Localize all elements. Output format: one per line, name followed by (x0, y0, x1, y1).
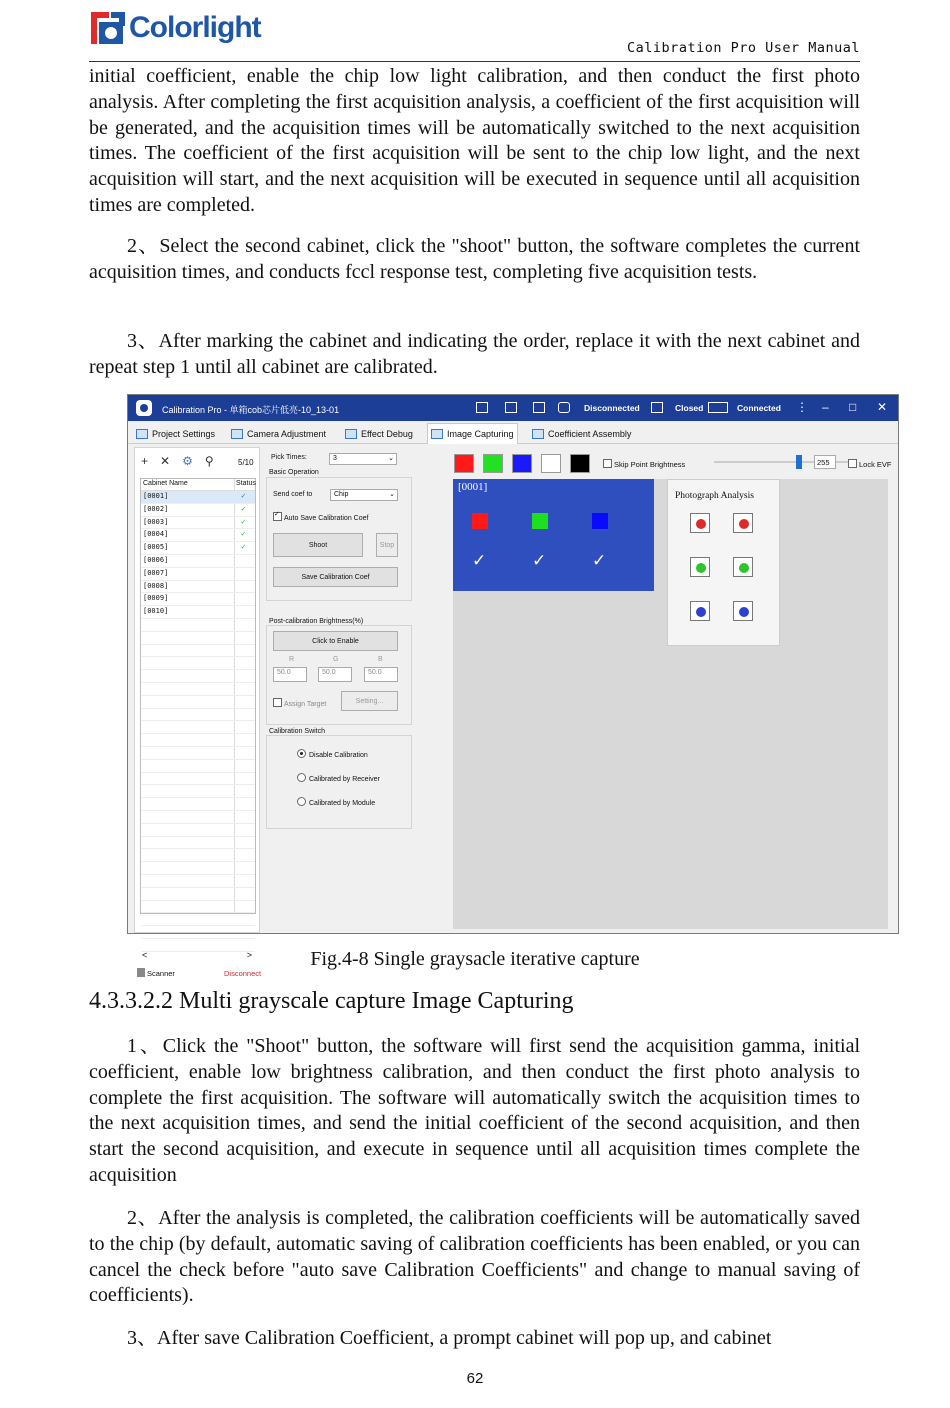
empty-row (141, 619, 255, 632)
cabinet-row[interactable] (141, 504, 255, 517)
tab-label: Coefficient Assembly (548, 428, 632, 439)
send-coef-select[interactable] (330, 489, 398, 501)
scanner-label: Scanner (147, 969, 175, 978)
empty-row (141, 721, 255, 734)
close-icon[interactable]: ✕ (877, 400, 888, 414)
assign-target-checkbox[interactable] (273, 698, 326, 708)
remove-icon[interactable]: ✕ (160, 454, 171, 468)
scroll-left-icon[interactable]: < (142, 950, 148, 960)
radio-label: Disable Calibration (309, 752, 368, 759)
radio-selected[interactable] (297, 749, 306, 758)
send-coef-value: Chip (334, 491, 349, 498)
empty-row (141, 849, 255, 862)
shoot-button[interactable]: Shoot (273, 533, 363, 557)
paragraph-5: 2、After the analysis is completed, the calibration coefficients will be automatically saved to the chip (by default, automatic saving of calibration coefficients has been enabled, or you can cancel the check before "auto save Calibration Coefficients" and change to manual saving of coefficients). (89, 1207, 860, 1307)
tab-label: Camera Adjustment (247, 428, 327, 439)
status-dot (739, 563, 749, 573)
pick-times-select[interactable] (329, 453, 397, 465)
check-icon: ✓ (532, 551, 547, 570)
cabinet-rows (141, 491, 255, 952)
empty-row (141, 901, 255, 914)
empty-row (141, 824, 255, 837)
cabinet-list-pane (134, 447, 262, 978)
lens-icon[interactable] (651, 402, 663, 413)
empty-row (141, 709, 255, 722)
photograph-analysis-panel (667, 479, 780, 646)
section-heading: 4.3.3.2.2 Multi grayscale capture Image Capturing (89, 988, 574, 1014)
check-icon: ✓ (472, 551, 487, 570)
click-to-enable-button[interactable]: Click to Enable (273, 631, 398, 651)
brightness-slider-thumb[interactable] (796, 455, 802, 469)
send-coef-label: Send coef to (273, 491, 313, 498)
empty-row (141, 657, 255, 670)
image-icon (431, 429, 443, 439)
radio-unselected[interactable] (297, 797, 306, 806)
camera-status: Disconnected (584, 403, 640, 413)
post-calibration-group (266, 625, 412, 725)
cabinet-name: [0001] (143, 492, 169, 500)
status-dot (739, 607, 749, 617)
cabinet-row[interactable] (141, 529, 255, 542)
auto-save-checkbox[interactable] (273, 512, 368, 522)
tab-label: Image Capturing (447, 429, 514, 439)
cabinet-name: [0008] (143, 581, 169, 590)
lock-evf-checkbox[interactable] (848, 459, 892, 469)
radio-label: Calibrated by Receiver (309, 776, 380, 783)
search-icon[interactable]: ⚲ (204, 454, 214, 468)
g-input[interactable]: 50.0 (318, 667, 352, 682)
radio-calibrated-by-receiver[interactable] (297, 773, 380, 783)
done-check-icon: ✓ (241, 491, 246, 500)
app-title: Calibration Pro - 单箱cob芯片低亮-10_13-01 (162, 405, 340, 415)
logo-text: Colorlight (129, 11, 261, 44)
checkbox-checked[interactable] (273, 512, 282, 521)
chart-icon (345, 429, 357, 439)
save-calibration-coef-button[interactable]: Save Calibration Coef (273, 567, 398, 587)
checkbox-unchecked[interactable] (273, 698, 282, 707)
pick-times-value: 3 (333, 455, 337, 462)
cabinet-name: [0009] (143, 594, 169, 603)
r-label: R (289, 656, 295, 663)
empty-row (141, 696, 255, 709)
green-point (532, 513, 548, 529)
column-cabinet-name: Cabinet Name (143, 480, 188, 487)
lock-evf-label: Lock EVF (859, 460, 892, 469)
done-check-icon: ✓ (241, 503, 246, 513)
minimize-icon[interactable]: – (822, 400, 829, 414)
colorlight-logo (89, 10, 261, 46)
cabinet-name: [0007] (143, 568, 169, 577)
network-icon[interactable] (708, 402, 728, 413)
empty-row (141, 862, 255, 875)
analysis-blue-cell (733, 601, 753, 621)
cabinet-row[interactable] (141, 517, 255, 530)
paragraph-1: initial coefficient, enable the chip low light calibration, and then conduct the first photo analysis. After completing the first acquisition analysis, a coefficient of the first acquisition will be generated, and the acquisition times will be automatically switched to the next acquisition times. The coefficient of the first acquisition will be sent to the chip low light, and the next acquisition will start, and the next acquisition will be executed in sequence until all acquisition times are completed. (89, 65, 860, 216)
check-icon: ✓ (592, 551, 607, 570)
column-status: Status (236, 480, 256, 487)
cabinet-name: [0010] (143, 607, 169, 616)
add-icon[interactable]: + (141, 454, 149, 468)
red-point (472, 513, 488, 529)
cabinet-row[interactable] (141, 491, 255, 504)
empty-row (141, 811, 255, 824)
assign-target-label: Assign Target (284, 701, 327, 708)
radio-calibrated-by-module[interactable] (297, 797, 375, 807)
color-swatch[interactable] (541, 454, 561, 473)
brightness-input[interactable]: 255 (814, 455, 836, 469)
status-dot (696, 607, 706, 617)
empty-row (141, 913, 255, 926)
calibration-switch-title: Calibration Switch (269, 728, 326, 735)
empty-row (141, 773, 255, 786)
chevron-down-icon: ⌄ (389, 491, 395, 498)
tab-label: Project Settings (152, 428, 216, 439)
save-icon[interactable] (533, 402, 545, 413)
photograph-analysis-title: Photograph Analysis (675, 491, 754, 501)
chevron-down-icon: ⌄ (388, 455, 394, 462)
empty-row (141, 670, 255, 683)
setting-button[interactable]: Setting... (341, 691, 398, 711)
tab-effect-debug[interactable] (345, 425, 413, 442)
basic-operation-title: Basic Operation (269, 469, 319, 476)
cabinet-row[interactable] (141, 568, 255, 581)
color-swatch[interactable] (483, 454, 503, 473)
done-check-icon: ✓ (241, 516, 246, 526)
cabinet-table (140, 478, 256, 914)
lens-status: Closed (675, 403, 704, 413)
menu-dots-icon[interactable]: ⋮ (796, 400, 808, 414)
r-input[interactable]: 50.0 (273, 667, 307, 682)
empty-row (141, 785, 255, 798)
tab-bar (128, 421, 898, 444)
radio-disable-calibration[interactable] (297, 749, 368, 759)
color-swatch[interactable] (512, 454, 532, 473)
analysis-green-cell (733, 557, 753, 577)
checkbox-unchecked[interactable] (848, 459, 857, 468)
cabinet-row[interactable] (141, 542, 255, 555)
paragraph-4: 1、Click the "Shoot" button, the software will first send the acquisition gamma, initial coefficient, enable low brightness calibration, and then conduct the first photo analysis to complete the first acquisition. The software will automatically switch the acquisition times to the next acquisition times, and send the initial coefficient of the second acquisition, and then start the second acquisition, and execute in sequence until all acquisition times complete the acquisition (89, 1035, 860, 1186)
basic-operation-group (266, 477, 412, 601)
colorlight-logo-icon (89, 10, 127, 46)
color-swatch[interactable] (570, 454, 590, 473)
image-capture-pane (448, 447, 896, 931)
tab-project-settings[interactable] (136, 425, 215, 442)
app-logo-icon (136, 400, 152, 416)
status-dot (696, 519, 706, 529)
cabinet-preview-label: [0001] (458, 481, 488, 493)
empty-row (141, 888, 255, 901)
post-calibration-title: Post-calibration Brightness(%) (269, 618, 364, 625)
empty-row (141, 645, 255, 658)
tab-label: Effect Debug (361, 428, 413, 439)
analysis-red-cell (733, 513, 753, 533)
paragraph-6: 3、After save Calibration Coefficient, a prompt cabinet will pop up, and cabinet (127, 1327, 772, 1349)
status-dot (739, 519, 749, 529)
empty-row (141, 747, 255, 760)
manual-title: Calibration Pro User Manual (627, 40, 860, 56)
folder-open-icon[interactable] (505, 402, 517, 413)
operation-pane (264, 447, 442, 931)
calibration-switch-group (266, 735, 412, 829)
gear-icon[interactable]: ⚙ (182, 454, 193, 468)
cabinet-count: 5/10 (238, 458, 254, 467)
cabinet-row[interactable] (141, 555, 255, 568)
app-titlebar (128, 395, 898, 421)
cabinet-table-header (141, 479, 255, 491)
empty-row (141, 734, 255, 747)
empty-row (141, 683, 255, 696)
cabinet-name: [0002] (143, 504, 169, 513)
settings-icon (136, 429, 148, 439)
cabinet-toolbar (141, 454, 214, 468)
empty-row (141, 760, 255, 773)
paragraph-3: 3、After marking the cabinet and indicating the order, replace it with the next cabinet and repeat step 1 until all cabinet are calibrated. (89, 330, 860, 378)
cabinet-name: [0004] (143, 530, 169, 539)
cabinet-row[interactable] (141, 581, 255, 594)
skip-point-label: Skip Point Brightness (614, 460, 686, 469)
document-icon[interactable] (476, 402, 488, 413)
g-label: G (333, 656, 339, 663)
capture-canvas[interactable] (453, 479, 888, 929)
radio-unselected[interactable] (297, 773, 306, 782)
photo-blue-cell (690, 601, 710, 621)
radio-label: Calibrated by Module (309, 800, 376, 807)
tab-camera-adjustment[interactable] (231, 425, 326, 442)
tab-coefficient-assembly[interactable] (532, 425, 631, 442)
empty-row (141, 875, 255, 888)
b-input[interactable]: 50.0 (364, 667, 398, 682)
status-dot (696, 563, 706, 573)
stop-button[interactable]: Stop (376, 533, 398, 557)
paragraph-2: 2、Select the second cabinet, click the "shoot" button, the software completes the current acquisition times, and conducts fccl response test, completing five acquisition tests. (89, 235, 860, 283)
empty-row (141, 837, 255, 850)
controller-status: Connected (737, 403, 781, 413)
photo-red-cell (690, 513, 710, 533)
header-divider (89, 61, 860, 62)
done-check-icon: ✓ (241, 529, 246, 539)
done-check-icon: ✓ (241, 542, 246, 552)
maximize-icon[interactable]: □ (849, 400, 857, 414)
cabinet-row[interactable] (141, 606, 255, 619)
cabinet-name: [0003] (143, 517, 169, 526)
empty-row (141, 632, 255, 645)
cabinet-row[interactable] (141, 593, 255, 606)
cabinet-preview (453, 479, 654, 591)
tab-image-capturing[interactable] (427, 423, 518, 444)
color-swatch[interactable] (454, 454, 474, 473)
page-number: 62 (466, 1370, 484, 1387)
cabinet-name: [0005] (143, 543, 169, 552)
blue-point (592, 513, 608, 529)
pick-times-label: Pick Times: (271, 454, 307, 461)
empty-row (141, 926, 255, 939)
empty-row (141, 798, 255, 811)
skip-point-checkbox[interactable] (603, 459, 685, 469)
checkbox-unchecked[interactable] (603, 459, 612, 468)
scanner-status: Disconnect (224, 969, 262, 978)
scroll-right-icon[interactable]: > (246, 950, 252, 960)
cabinet-name: [0006] (143, 555, 169, 564)
auto-save-label: Auto Save Calibration Coef (284, 515, 369, 522)
b-label: B (378, 656, 383, 663)
camera-icon[interactable] (558, 402, 570, 413)
camera-icon (231, 429, 243, 439)
assembly-icon (532, 429, 544, 439)
photo-green-cell (690, 557, 710, 577)
figure-caption: Fig.4-8 Single graysacle iterative capture (310, 948, 640, 970)
